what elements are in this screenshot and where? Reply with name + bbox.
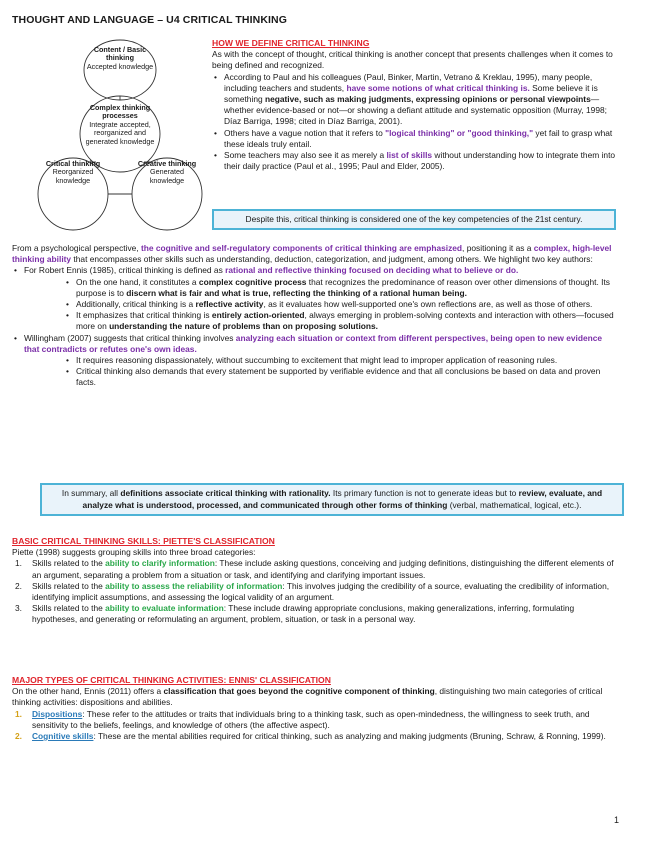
page-number: 1 [613, 815, 619, 825]
thinking-diagram [36, 34, 204, 239]
text: For Robert Ennis (1985), critical thinking is defined as [24, 265, 226, 276]
sub-bullet: • Critical thinking also demands that every statement be supported by verifiable evidence and that all conclusions be based on data and proven facts. [64, 366, 616, 388]
text: Skills related to the [32, 603, 106, 614]
document-title: THOUGHT AND LANGUAGE – U4 CRITICAL THINKING [12, 14, 287, 26]
bold-text: discern what is fair and what is true, reflecting the thinking of a rational human being. [126, 287, 467, 298]
sub-bullet [64, 277, 616, 299]
willingham-sublist [24, 355, 616, 389]
text: In summary, all [61, 488, 121, 498]
piette-item [12, 603, 616, 625]
highlight: ability to clarify information [105, 558, 215, 569]
definition-bullet [212, 72, 617, 128]
diagram-node-critical-title: Critical thinking [45, 159, 101, 168]
section-heading-definition: HOW WE DEFINE CRITICAL THINKING [212, 38, 370, 48]
diagram-node-content-title: Content / Basic thinking [93, 45, 147, 63]
competency-callout-box: Despite this, critical thinking is considered one of the key competencies of the 21st century. [212, 209, 616, 230]
psychological-perspective [12, 243, 616, 389]
summary-callout-box [40, 483, 624, 516]
text: : This involves judging the credibility of a source, evaluating the credibility of information, identifying implicit assumptions, and assessing the logical validity of an argument. [32, 580, 610, 603]
author-bullet-willingham [12, 333, 616, 389]
bold-text: classification that goes beyond the cognitive component of thinking [163, 686, 435, 697]
text: Some teachers may also see it as merely a [224, 150, 387, 161]
section-heading-piette: BASIC CRITICAL THINKING SKILLS: PIETTE'S CLASSIFICATION [12, 536, 275, 546]
bold-text: review, evaluate, and analyze what is understood, processed, and communicated through other forms of thinking [82, 488, 603, 510]
bold-text: reflective activity [195, 299, 264, 310]
text: Skills related to the [32, 558, 106, 569]
sub-bullet [64, 310, 616, 332]
text: : These are the mental abilities required for critical thinking, such as analyzing and making judgments (Bruning, Schraw, & Ronning, 1999). [93, 731, 606, 742]
item-number: 1. [15, 558, 22, 569]
text: that recognizes the predominance of reason over other dimensions of thought. Its purpose is to [76, 276, 610, 298]
highlight: "logical thinking" or "good thinking," [385, 127, 534, 138]
text: Some believe it is something [224, 82, 598, 105]
text: : These include drawing appropriate conclusions, making generalizations, inferring, formulating hypotheses, and generating or reformulating an argument, problem, situation, or task in a personal way. [32, 603, 575, 625]
diagram-node-creative-text: Generated knowledge [149, 167, 185, 185]
bold-text: negative, such as making judgments, expressing opinions or personal viewpoints [264, 94, 591, 105]
text: yet fail to grasp what these ideals truly entail. [224, 127, 613, 149]
text: —whether evidence-based or not—or showing a defiant attitude and systematic opposition (Murray, 1998; Díaz Barriga, 1998; cited in Díaz Barriga, 2001). [224, 94, 607, 127]
diagram-node-content [86, 46, 154, 71]
psych-paragraph [12, 243, 616, 265]
diagram-node-complex-title: Complex thinking processes [89, 103, 151, 121]
section-heading-ennis: MAJOR TYPES OF CRITICAL THINKING ACTIVITIES: ENNIS' CLASSIFICATION [12, 675, 331, 685]
bold-text: understanding the nature of problems than on proposing solutions. [109, 321, 378, 332]
text: Additionally, critical thinking is a [76, 299, 196, 310]
item-number: 3. [15, 603, 22, 614]
diagram-node-creative-title: Creative thinking [137, 159, 197, 168]
diagram-node-critical [40, 160, 106, 185]
text: Skills related to the [32, 580, 106, 591]
text: , always emerging in problem-solving contexts and interaction with others—focused more on [76, 310, 614, 332]
ennis-item [12, 709, 616, 731]
authors-list [12, 265, 616, 388]
text: On the one hand, it constitutes a [76, 276, 199, 287]
author-bullet-ennis [12, 265, 616, 332]
text: It emphasizes that critical thinking is [76, 310, 212, 321]
text: On the other hand, Ennis (2011) offers a [12, 686, 164, 697]
text: , positioning it as a [462, 243, 534, 253]
ennis-section [12, 675, 616, 742]
highlight: ability to evaluate information [105, 603, 224, 614]
highlight: list of skills [386, 150, 433, 161]
diagram-node-creative [134, 160, 200, 185]
definition-bullet [212, 150, 617, 172]
piette-item [12, 581, 616, 603]
text: , as it evaluates how well-supported one's own reflections are, as well as those of others. [263, 299, 593, 310]
text: Its primary function is not to generate ideas but to [330, 488, 519, 498]
piette-list [12, 558, 616, 625]
diagram-node-content-text: Accepted knowledge [86, 61, 154, 71]
text: : These include asking questions, conceiving and judging definitions, distinguishing the different elements of an argument, separating a problem from a situation or task, and identifying and clarifying important issues. [32, 558, 614, 580]
definition-section [212, 38, 617, 172]
highlight: rational and reflective thinking focused on deciding what to believe or do. [225, 265, 519, 276]
ennis-list [12, 709, 616, 743]
ennis-sublist [24, 277, 616, 333]
highlight: have some notions of what critical thinking is. [346, 82, 530, 93]
sub-bullet [64, 299, 616, 310]
piette-section [12, 536, 616, 626]
bold-text: definitions associate critical thinking with rationality. [120, 488, 331, 498]
highlight: analyzing each situation or context from different perspectives, being open to new evidence that contradicts or refutes one's own ideas. [24, 332, 603, 354]
definition-intro: As with the concept of thought, critical thinking is another concept that presents challenges when it comes to being defined and recognized. [212, 49, 613, 71]
highlight: Cognitive skills [32, 731, 94, 742]
diagram-node-critical-text: Reorganized knowledge [52, 167, 94, 185]
diagram-node-complex [82, 104, 158, 146]
bold-text: complex cognitive process [198, 276, 307, 287]
text: According to Paul and his colleagues (Paul, Binker, Martin, Vetrano & Kreklau, 1995), many people, including teachers and students, [224, 71, 593, 93]
text: : These refer to the attitudes or traits that individuals bring to a thinking task, such as open-mindedness, the willingness to seek truth, and sensitivity to the beliefs, feelings, and knowledge of others (the affective aspect). [32, 708, 590, 730]
highlight: the cognitive and self-regulatory components of critical thinking are emphasized [140, 243, 463, 253]
bold-text: entirely action-oriented [211, 310, 305, 321]
text: that encompasses other skills such as understanding, deduction, categorization, and judgment, among others. We highlight two key authors: [71, 254, 593, 265]
piette-intro: Piette (1998) suggests grouping skills into three broad categories: [12, 547, 256, 558]
text: without understanding how to integrate them into their daily practice (Paul et al., 1995; Paul and Elder, 2005). [224, 150, 616, 172]
item-number: 2. [15, 731, 22, 742]
ennis-intro [12, 686, 616, 708]
highlight: Dispositions [32, 708, 83, 719]
item-number: 1. [15, 708, 22, 719]
sub-bullet: • It requires reasoning dispassionately, without succumbing to excitement that might lead to improper application of reasoning rules. [64, 355, 616, 366]
text: From a psychological perspective, [12, 243, 141, 253]
text: , distinguishing two main categories of critical thinking activities: dispositions and abilities. [12, 686, 603, 708]
piette-item [12, 558, 616, 580]
definition-bullet [212, 128, 617, 150]
item-number: 2. [15, 580, 22, 591]
highlight: complex, high-level thinking ability [12, 243, 612, 265]
highlight: ability to assess the reliability of information [105, 580, 283, 591]
text: Others have a vague notion that it refers to [224, 127, 386, 138]
definition-list [212, 72, 617, 173]
text: Willingham (2007) suggests that critical thinking involves [24, 332, 236, 343]
ennis-item [12, 731, 616, 742]
diagram-node-complex-text: Integrate accepted, reorganized and generated knowledge [85, 119, 155, 146]
text: (verbal, mathematical, logical, etc.). [447, 499, 582, 510]
